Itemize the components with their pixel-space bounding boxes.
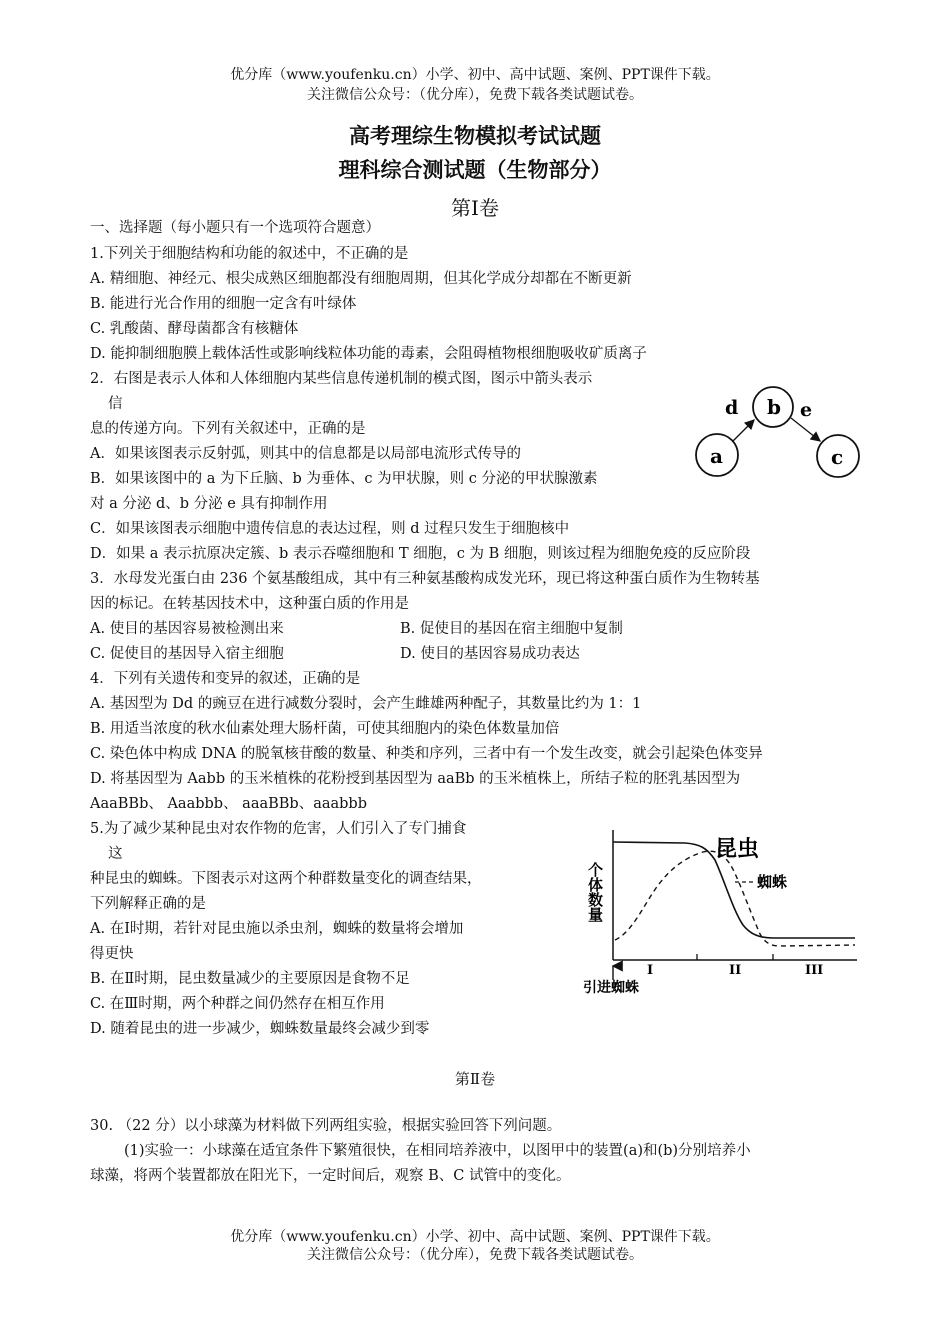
q5-stem-1: 5.为了减少某种昆虫对农作物的危害，人们引入了专门捕食 [90,821,467,837]
arrow-e [791,418,820,441]
q4-option-c: C. 染色体中构成 DNA 的脱氧核苷酸的数量、种类和序列，三者中有一个发生改变，就会引起染色体变异 [90,746,763,762]
q5-stem-3: 下列解释正确的是 [90,896,206,912]
intro-label: 引进蜘蛛 [583,980,639,996]
q30-line-2: (1)实验一：小球藻在适宜条件下繁殖很快，在相同培养液中，以图甲中的装置(a)和(b)分别培养小 [124,1143,751,1159]
volume-1-heading: 第Ⅰ卷 [451,196,499,220]
label-d: d [725,397,739,419]
q5-option-a-2: 得更快 [90,946,134,962]
q30-line-3: 球藻，将两个装置都放在阳光下，一定时间后，观察 B、C 试管中的变化。 [90,1168,571,1184]
q2-option-b-2: 对 a 分泌 d、b 分泌 e 具有抑制作用 [90,496,328,512]
q3-option-a: A. 使目的基因容易被检测出来 [90,621,284,637]
q2-diagram [690,378,880,478]
q2-option-d: D．如果 a 表示抗原决定簇、b 表示吞噬细胞和 T 细胞，c 为 B 细胞，则该过程为细胞免疫的反应阶段 [90,546,751,562]
q4-option-d-2: AaaBBb、 Aaabbb、 aaaBBb、aaabbb [90,796,367,812]
spider-label: 蜘蛛 [757,873,788,891]
q3-option-d: D. 使目的基因容易成功表达 [400,646,580,662]
q4-stem: 4．下列有关遗传和变异的叙述，正确的是 [90,671,361,687]
section-1-heading-pre: 一、选择题（每小题 [90,220,221,236]
y-axis-label: 个体数量 [586,862,604,922]
q5-population-chart [575,822,875,1002]
q30-line-1: 30. （22 分）以小球藻为材料做下列两组实验，根据实验回答下列问题。 [90,1118,562,1134]
q4-option-d-1: D. 将基因型为 Aabb 的玉米植株的花粉授到基因型为 aaBb 的玉米植株上，所结子粒的胚乳基因型为 [90,771,741,787]
section-1-heading [90,218,380,238]
page-title: 高考理综生物模拟考试试题 [349,124,601,148]
q3-option-b: B. 促使目的基因在宿主细胞中复制 [400,621,623,637]
spider-curve [615,851,855,946]
q3-stem-1: 3．水母发光蛋白由 236 个氨基酸组成，其中有三种氨基酸构成发光环，现已将这种蛋白质作为生物转基 [90,571,760,587]
period-label-2: II [729,963,742,978]
section-1-heading-post: 个选项符合题意） [264,220,380,236]
q5-option-a-1: A. 在Ⅰ时期，若针对昆虫施以杀虫剂，蜘蛛的数量将会增加 [90,921,464,937]
period-label-3: III [805,963,824,978]
q4-option-a: A. 基因型为 Dd 的豌豆在进行减数分裂时，会产生雌雄两种配子，其数量比约为 1：1 [90,696,642,712]
q2-option-b-1: B．如果该图中的 a 为下丘脑、b 为垂体、c 为甲状腺，则 c 分泌的甲状腺激素 [90,471,598,487]
page-subtitle: 理科综合测试题（生物部分） [338,158,612,182]
q2-option-a: A．如果该图表示反射弧，则其中的信息都是以局部电流形式传导的 [90,446,521,462]
arrow-d [733,420,754,441]
q2-stem-1b: 信 [108,396,123,412]
q5-option-b: B. 在Ⅱ时期，昆虫数量减少的主要原因是食物不足 [90,971,410,987]
q1-stem: 1.下列关于细胞结构和功能的叙述中，不正确的是 [90,246,409,262]
label-e: e [800,399,813,421]
footer-line-2: 关注微信公众号：（优分库），免费下载各类试题试卷。 [307,1247,643,1263]
q2-stem-1: 2．右图是表示人体和人体细胞内某些信息传递机制的模式图，图示中箭头表示 [90,371,593,387]
section-1-heading-emphasis: 只有一 ... [221,220,265,236]
q2-option-c: C．如果该图表示细胞中遗传信息的表达过程，则 d 过程只发生于细胞核中 [90,521,570,537]
q5-option-d: D. 随着昆虫的进一步减少，蜘蛛数量最终会减少到零 [90,1021,430,1037]
q3-stem-2: 因的标记。在转基因技术中，这种蛋白质的作用是 [90,596,409,612]
header-line-2: 关注微信公众号：（优分库），免费下载各类试题试卷。 [307,87,643,103]
q5-stem-2: 种昆虫的蜘蛛。下图表示对这两个种群数量变化的调查结果， [90,871,482,887]
q4-option-b: B. 用适当浓度的秋水仙素处理大肠杆菌，可使其细胞内的染色体数量加倍 [90,721,560,737]
q5-stem-1b: 这 [108,846,123,862]
q1-option-b: B. 能进行光合作用的细胞一定含有叶绿体 [90,296,357,312]
q3-option-c: C. 促使目的基因导入宿主细胞 [90,646,284,662]
label-b: b [767,395,781,419]
insect-label: 昆虫 [715,836,760,862]
q1-option-c: C. 乳酸菌、酵母菌都含有核糖体 [90,321,299,337]
label-a: a [710,444,723,468]
volume-2-heading: 第Ⅱ卷 [454,1070,496,1088]
q1-option-a: A. 精细胞、神经元、根尖成熟区细胞都没有细胞周期，但其化学成分却都在不断更新 [90,271,632,287]
q2-stem-2: 息的传递方向。下列有关叙述中，正确的是 [90,421,366,437]
header-line-1: 优分库（www.youfenku.cn）小学、初中、高中试题、案例、PPT课件下载。 [230,67,720,83]
footer-line-1: 优分库（www.youfenku.cn）小学、初中、高中试题、案例、PPT课件下载。 [230,1229,720,1245]
period-label-1: I [647,963,654,978]
q1-option-d: D. 能抑制细胞膜上载体活性或影响线粒体功能的毒素，会阻碍植物根细胞吸收矿质离子 [90,346,647,362]
q5-option-c: C. 在Ⅲ时期，两个种群之间仍然存在相互作用 [90,996,385,1012]
label-c: c [831,445,844,469]
